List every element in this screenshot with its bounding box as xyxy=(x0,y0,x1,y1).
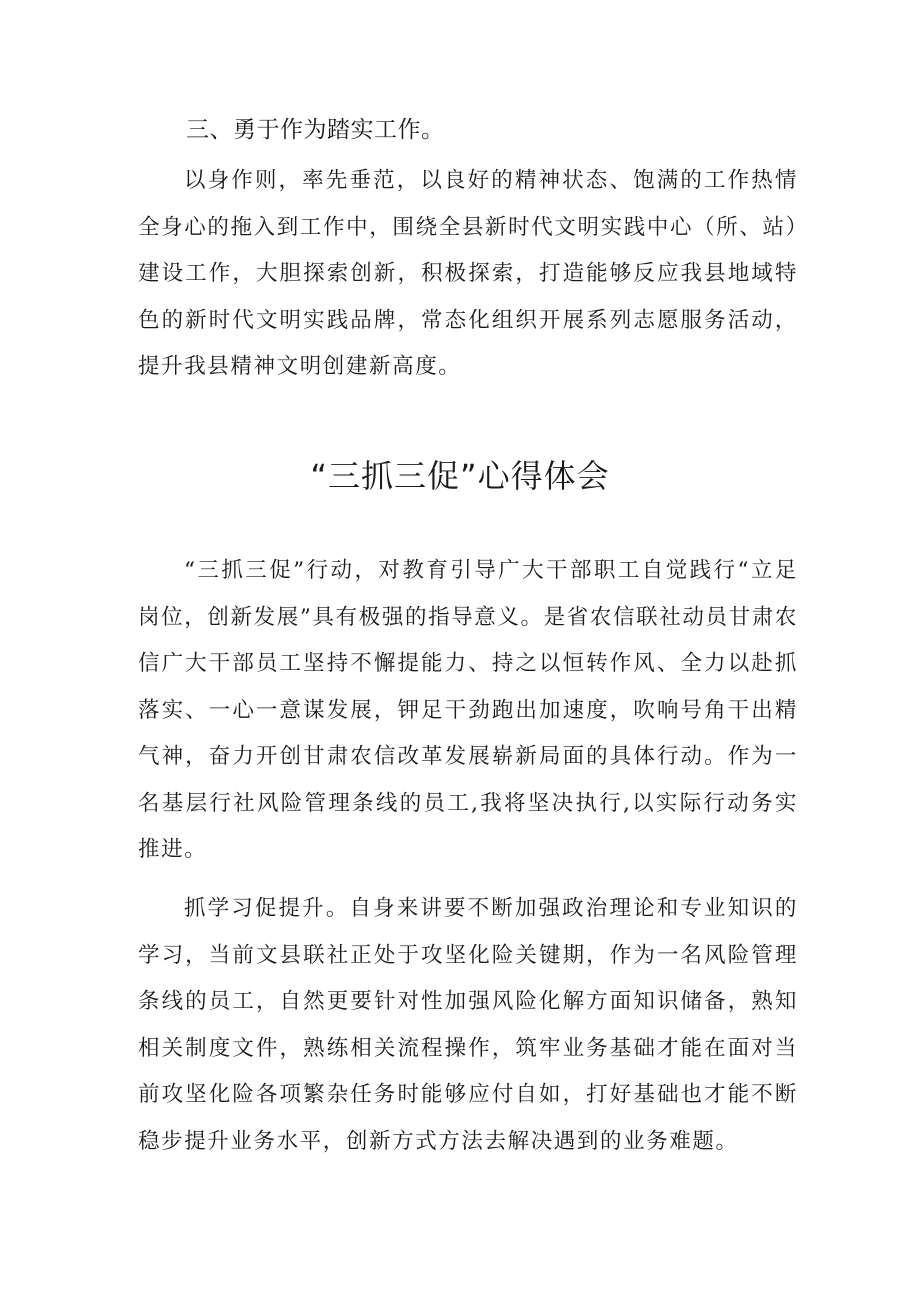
paragraph-intro: “三抓三促”行动，对教育引导广大干部职工自觉践行“立足岗位，创新发展”具有极强的指导意义。是省农信联社动员甘肃农信广大干部员工坚持不懈提能力、持之以恒转作风、全力以赴抓落实、一心一意谋发展，钾足干劲跑出加速度，吹响号角干出精气神，奋力开创甘肃农信改革发展崭新局面的具体行动。作为一名基层行社风险管理条线的员工,我将坚决执行,以实际行动务实推进。 xyxy=(138,558,798,862)
article-title: “三抓三促”心得体会 xyxy=(310,457,610,495)
paragraph-work-section: 以身作则，率先垂范，以良好的精神状态、饱满的工作热情全身心的拖入到工作中，围绕全县新时代文明实践中心（所、站）建设工作，大胆探索创新，积极探索，打造能够反应我县地域特色的新时代文明实践品牌，常态化组织开展系列志愿服务活动，提升我县精神文明创建新高度。 xyxy=(138,168,798,379)
section-heading: 三、勇于作为踏实工作。 xyxy=(186,117,445,143)
paragraph-study: 抓学习促提升。自身来讲要不断加强政治理论和专业知识的学习，当前文县联社正处于攻坚化险关键期，作为一名风险管理条线的员工，自然更要针对性加强风险化解方面知识储备，熟知相关制度文件，熟练相关流程操作，筑牢业务基础才能在面对当前攻坚化险各项繁杂任务时能够应付自如，打好基础也才能不断稳步提升业务水平，创新方式方法去解决遇到的业务难题。 xyxy=(138,896,798,1154)
